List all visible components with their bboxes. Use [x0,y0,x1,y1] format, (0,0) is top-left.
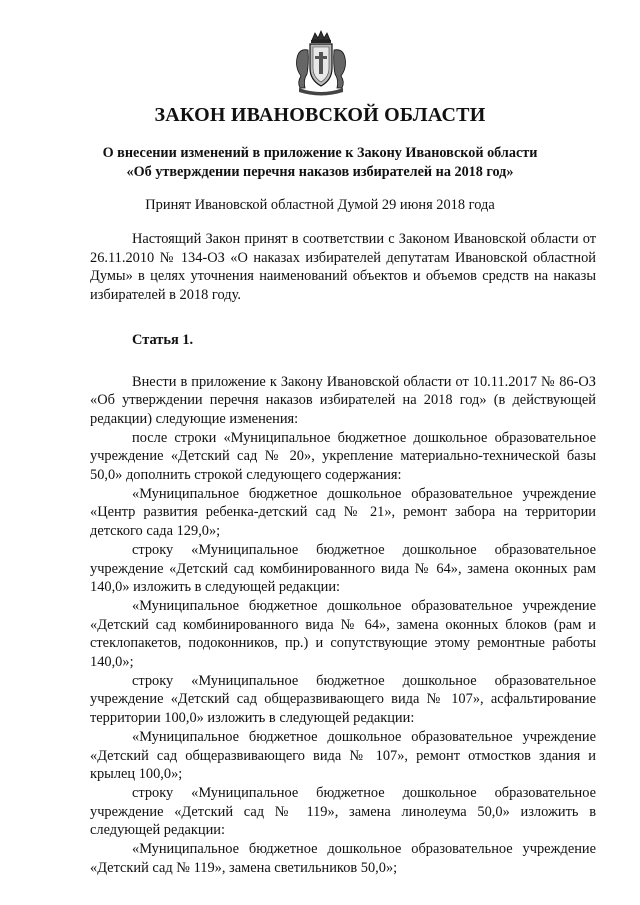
article-paragraph: «Муниципальное бюджетное дошкольное образовательное учреждение «Детский сад комбинированного вида № 64», замена оконных блоков (рам и стеклопакетов, подоконников, пр.) и сопутствующие этому ремонтные работы 140,0»; [90,597,596,671]
article-paragraph: «Муниципальное бюджетное дошкольное образовательное учреждение «Детский сад общеразвивающего вида № 107», ремонт отмостков здания и крылец 100,0»; [90,728,596,783]
article-heading: Статья 1. [132,331,194,348]
adoption-date: Принят Ивановской областной Думой 29 июня 2018 года [145,197,495,213]
coat-of-arms-icon [291,30,351,96]
article-paragraph: после строки «Муниципальное бюджетное дошкольное образовательное учреждение «Детский сад № 20», укрепление материально-технической базы 50,0» дополнить строкой следующего содержания: [90,429,596,484]
law-body [90,230,596,878]
article-paragraph: строку «Муниципальное бюджетное дошкольное образовательное учреждение «Детский сад общеразвивающего вида № 107», асфальтирование территории 100,0» изложить в следующей редакции: [90,672,596,727]
law-subtitle [60,144,580,182]
subtitle-line: О внесении изменений в приложение к Закону Ивановской области [102,145,538,161]
subtitle-line: «Об утверждении перечня наказов избирателей на 2018 год» [126,164,514,180]
law-title: ЗАКОН ИВАНОВСКОЙ ОБЛАСТИ [154,104,486,126]
article-paragraph: «Муниципальное бюджетное дошкольное образовательное учреждение «Детский сад № 119», замена светильников 50,0»; [90,841,596,876]
article-paragraph: «Муниципальное бюджетное дошкольное образовательное учреждение «Центр развития ребенка-детский сад № 21», ремонт забора на территории детского сада 129,0»; [90,485,596,540]
article-paragraph: строку «Муниципальное бюджетное дошкольное образовательное учреждение «Детский сад комбинированного вида № 64», замена оконных рам 140,0» изложить в следующей редакции: [90,541,596,596]
intro-paragraph: Настоящий Закон принят в соответствии с Законом Ивановской области от 26.11.2010 № 134-ОЗ «О наказах избирателей депутатам Ивановской областной Думы» в целях уточнения наименований объектов и объемов средств на наказы избирателей в 2018 году. [90,231,596,304]
article-paragraph: строку «Муниципальное бюджетное дошкольное образовательное учреждение «Детский сад № 119», замена линолеума 50,0» изложить в следующей редакции: [90,784,596,839]
article-paragraph: Внести в приложение к Закону Ивановской области от 10.11.2017 № 86-ОЗ «Об утверждении перечня наказов избирателей на 2018 год» (в действующей редакции) следующие изменения: [90,373,596,427]
